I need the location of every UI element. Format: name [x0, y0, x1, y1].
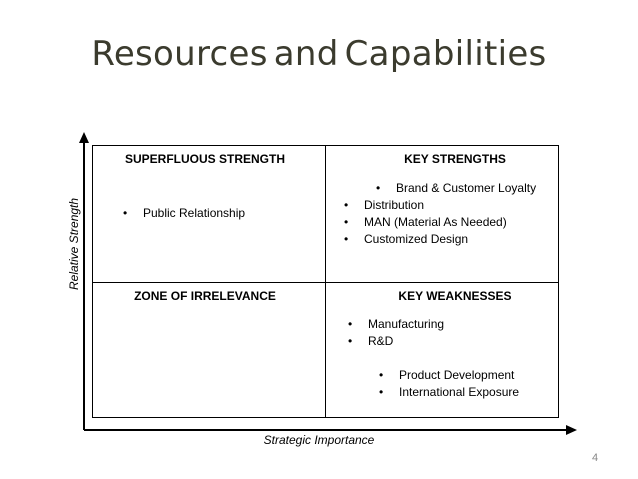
quadrant-list-superfluous-strength — [123, 205, 245, 222]
list-item-text: Product Development — [399, 368, 515, 382]
list-item — [379, 367, 519, 384]
list-item-text: Customized Design — [364, 232, 469, 246]
bullet-icon: • — [123, 206, 128, 220]
title-word-resources: Resources — [91, 34, 268, 74]
title-word-capabilities: Capabilities — [344, 34, 547, 74]
list-item — [344, 214, 507, 231]
list-item — [379, 384, 519, 401]
list-item-text: Manufacturing — [368, 317, 445, 331]
quadrant-grid — [92, 145, 559, 418]
list-item-text: Distribution — [364, 198, 425, 212]
list-item-text: International Exposure — [399, 385, 520, 399]
quadrant-title-zone-of-irrelevance: ZONE OF IRRELEVANCE — [134, 289, 276, 303]
list-item — [348, 316, 444, 333]
quadrant-list-key-strengths-2 — [344, 197, 507, 248]
bullet-icon: • — [344, 232, 349, 246]
list-item — [344, 197, 507, 214]
list-item-text: R&D — [368, 334, 394, 348]
y-axis-label: Relative Strength — [67, 197, 81, 290]
page-number: 4 — [592, 452, 599, 464]
quadrant-title-superfluous-strength: SUPERFLUOUS STRENGTH — [124, 152, 285, 166]
bullet-icon: • — [348, 334, 353, 348]
y-axis-arrow — [79, 132, 89, 143]
grid-horizontal-divider — [93, 282, 558, 283]
list-item — [123, 205, 245, 222]
bullet-icon: • — [344, 215, 349, 229]
list-item-text: Brand & Customer Loyalty — [396, 181, 537, 195]
list-item — [376, 180, 536, 197]
quadrant-list-key-weaknesses-2 — [379, 367, 519, 401]
quadrant-list-key-strengths-1 — [376, 180, 536, 197]
title-word-and: and — [273, 34, 339, 74]
list-item-text: Public Relationship — [143, 206, 246, 220]
bullet-icon: • — [379, 385, 384, 399]
bullet-icon: • — [344, 198, 349, 212]
list-item — [344, 231, 507, 248]
bullet-icon: • — [379, 368, 384, 382]
bullet-icon: • — [348, 317, 353, 331]
list-item-text: MAN (Material As Needed) — [364, 215, 507, 229]
quadrant-list-key-weaknesses-1 — [348, 316, 444, 350]
quadrant-title-key-weaknesses: KEY WEAKNESSES — [398, 289, 512, 303]
list-item — [348, 333, 444, 350]
quadrant-title-key-strengths: KEY STRENGTHS — [404, 152, 506, 166]
x-axis-label: Strategic Importance — [263, 433, 375, 447]
bullet-icon: • — [376, 181, 381, 195]
